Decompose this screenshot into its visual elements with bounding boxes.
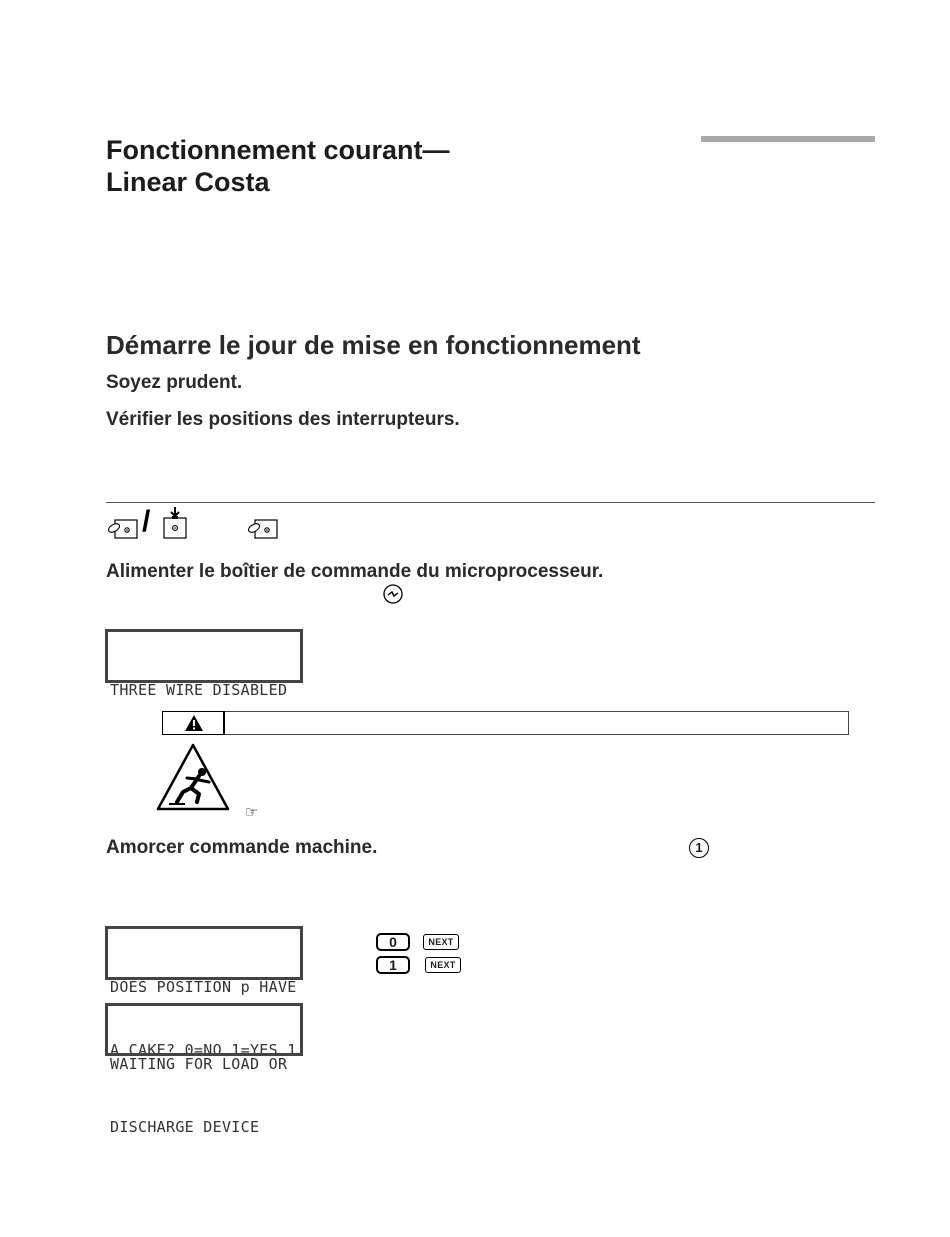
- section-title: Démarre le jour de mise en fonctionnement: [106, 330, 641, 360]
- subhead-switches: Vérifier les positions des interrupteurs.: [106, 409, 460, 430]
- hand-switch-icon-2: [245, 512, 281, 540]
- lcd-display-cake-question: [105, 926, 303, 1059]
- warning-small-icon: [184, 714, 204, 732]
- push-switch-icon: [162, 506, 188, 540]
- section-divider: [106, 502, 875, 503]
- chapter-title-line1: Fonctionnement courant—: [106, 135, 450, 165]
- key-one[interactable]: 1: [376, 956, 410, 974]
- lcd-line: DISCHARGE DEVICE: [110, 1118, 260, 1136]
- circled-number-one: 1: [689, 838, 709, 858]
- slip-hazard-icon: [155, 742, 231, 812]
- pointing-hand-icon: ☞: [245, 804, 259, 821]
- warning-separator: [223, 711, 225, 735]
- power-circle-icon: [382, 583, 404, 605]
- key-next-2[interactable]: NEXT: [425, 957, 461, 973]
- step-power-controller: Alimenter le boîtier de commande du microprocesseur.: [106, 561, 604, 582]
- lcd-line: A CAKE? 0=NO 1=YES 1: [110, 1041, 297, 1059]
- chapter-title-line2: Linear Costa: [106, 167, 270, 197]
- subhead-careful: Soyez prudent.: [106, 372, 243, 393]
- chapter-title: [106, 134, 450, 198]
- lcd-display-three-wire: [105, 629, 303, 699]
- lcd-line: DOES POSITION p HAVE: [110, 978, 297, 996]
- warning-bar: [162, 711, 849, 735]
- header-rule: [701, 136, 875, 142]
- hand-switch-icon: [105, 512, 141, 540]
- icon-slash: /: [142, 505, 151, 538]
- lcd-line: THREE WIRE DISABLED: [110, 681, 288, 699]
- lcd-display-waiting: [105, 1003, 303, 1136]
- key-zero[interactable]: 0: [376, 933, 410, 951]
- step-start-machine: Amorcer commande machine.: [106, 837, 378, 858]
- lcd-line: WAITING FOR LOAD OR: [110, 1055, 288, 1073]
- key-next[interactable]: NEXT: [423, 934, 459, 950]
